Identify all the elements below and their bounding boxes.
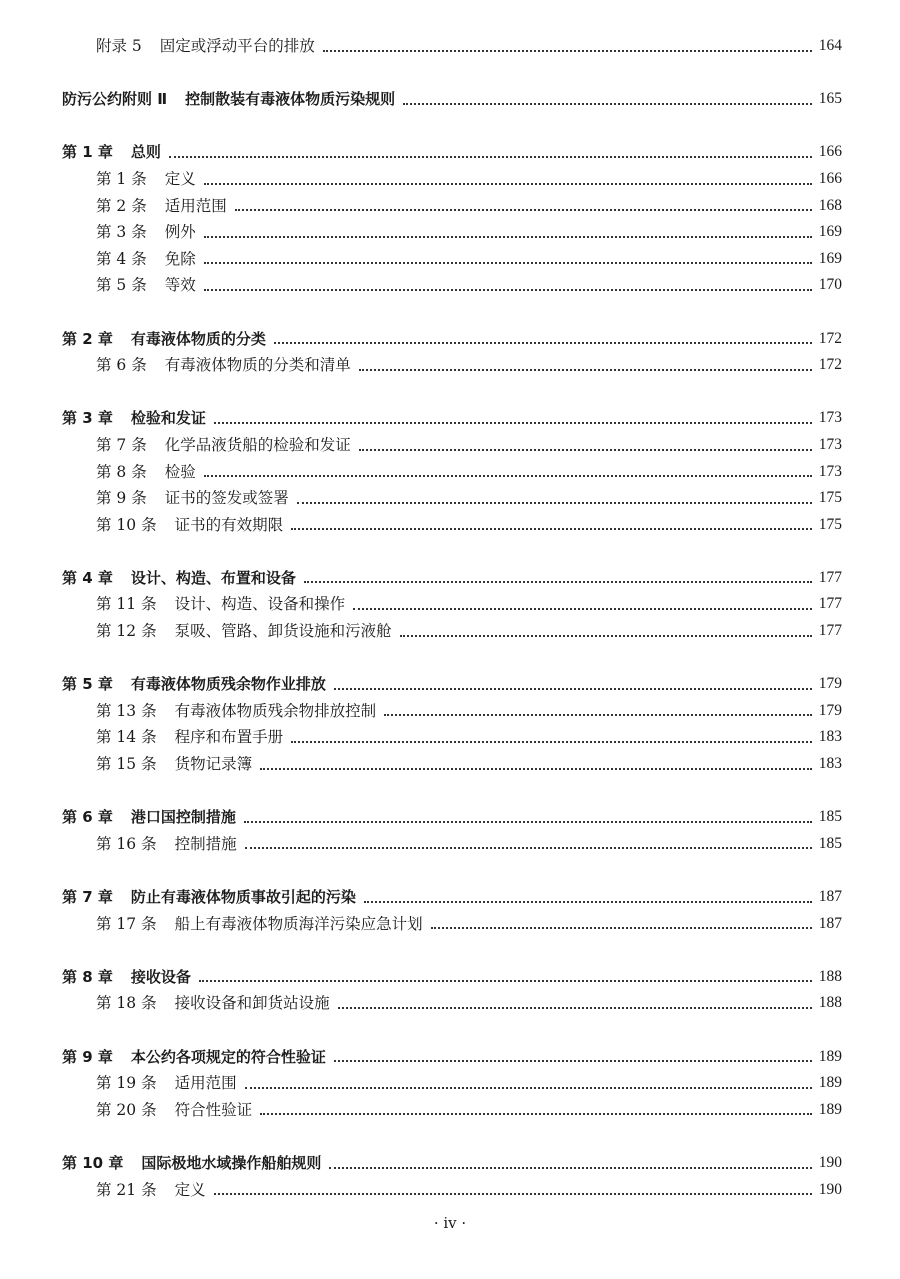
toc-chapter-entry[interactable] <box>62 139 842 166</box>
dot-leader <box>304 580 812 583</box>
dot-leader <box>353 607 812 610</box>
entry-title: 港口国控制措施 <box>130 808 236 827</box>
entry-title: 检验和发证 <box>130 409 206 428</box>
entry-number: 第 19 条 <box>96 1074 157 1093</box>
dot-leader <box>199 979 812 982</box>
entry-number: 附录 5 <box>96 37 142 55</box>
entry-title: 泵吸、管路、卸货设施和污液舱 <box>174 622 392 641</box>
entry-page-number: 166 <box>818 169 842 187</box>
entry-title: 控制措施 <box>174 834 237 853</box>
entry-title: 防止有毒液体物质事故引起的污染 <box>130 888 356 906</box>
entry-number: 第 5 章 <box>62 675 113 694</box>
toc-chapter-entry[interactable] <box>62 804 842 831</box>
entry-number: 第 21 条 <box>96 1180 157 1199</box>
toc-chapter-entry[interactable] <box>62 964 842 991</box>
entry-number: 第 2 条 <box>96 196 147 215</box>
entry-page-number: 190 <box>818 1153 842 1171</box>
entry-page-number: 187 <box>818 914 842 932</box>
entry-page-number: 173 <box>818 409 842 427</box>
entry-number: 第 11 条 <box>96 595 157 614</box>
entry-number: 第 4 章 <box>62 568 113 587</box>
entry-title: 定义 <box>174 1180 206 1199</box>
entry-number: 第 8 章 <box>62 967 113 986</box>
dot-leader <box>364 900 812 903</box>
entry-title: 有毒液体物质残余物作业排放 <box>130 675 326 694</box>
toc-chapter-entry[interactable] <box>62 884 842 911</box>
toc-article-entry[interactable] <box>62 512 842 539</box>
toc-chapter-entry[interactable] <box>62 326 842 353</box>
toc-article-entry[interactable] <box>62 246 842 273</box>
dot-leader <box>204 235 812 238</box>
entry-page-number: 187 <box>818 888 842 905</box>
toc-article-entry[interactable] <box>62 193 842 220</box>
entry-title: 有毒液体物质残余物排放控制 <box>174 701 377 720</box>
entry-page-number: 189 <box>818 1047 842 1065</box>
toc-article-entry[interactable] <box>62 751 842 778</box>
entry-page-number: 177 <box>818 568 842 586</box>
dot-leader <box>204 288 812 291</box>
entry-number: 第 3 章 <box>62 409 113 428</box>
entry-page-number: 164 <box>818 37 842 54</box>
entry-page-number: 189 <box>818 1074 842 1092</box>
entry-page-number: 169 <box>818 249 842 267</box>
entry-page-number: 185 <box>818 808 842 826</box>
entry-page-number: 175 <box>818 489 842 507</box>
toc-article-entry[interactable] <box>62 352 842 379</box>
dot-leader <box>291 740 812 743</box>
toc-article-entry[interactable] <box>62 432 842 459</box>
entry-number: 第 13 条 <box>96 701 157 720</box>
entry-number: 第 2 章 <box>62 329 113 348</box>
entry-title: 接收设备和卸货站设施 <box>174 994 330 1013</box>
dot-leader <box>204 474 812 477</box>
entry-number: 第 10 条 <box>96 515 157 534</box>
dot-leader <box>329 1166 812 1169</box>
entry-title: 化学品液货船的检验和发证 <box>164 435 351 454</box>
entry-title: 符合性验证 <box>174 1100 253 1119</box>
toc-article-entry[interactable] <box>62 1070 842 1097</box>
entry-title: 总则 <box>130 143 161 162</box>
entry-page-number: 166 <box>818 143 842 161</box>
entry-page-number: 172 <box>818 329 842 347</box>
toc-chapter-entry[interactable] <box>62 1150 842 1177</box>
dot-leader <box>359 448 812 451</box>
entry-number: 第 9 章 <box>62 1047 113 1066</box>
dot-leader <box>204 182 812 185</box>
toc-article-entry[interactable] <box>62 33 842 60</box>
entry-number: 第 16 条 <box>96 834 157 853</box>
dot-leader <box>214 421 812 424</box>
entry-title: 船上有毒液体物质海洋污染应急计划 <box>174 914 423 933</box>
entry-title: 国际极地水域操作船舶规则 <box>141 1153 322 1172</box>
entry-number: 第 3 条 <box>96 223 147 242</box>
entry-page-number: 179 <box>818 675 842 693</box>
entry-number: 防污公约附则 Ⅱ <box>62 90 168 109</box>
dot-leader <box>297 501 812 504</box>
toc-chapter-entry[interactable] <box>62 565 842 592</box>
dot-leader <box>400 634 812 637</box>
entry-page-number: 165 <box>818 90 842 108</box>
entry-title: 控制散装有毒液体物质污染规则 <box>185 90 396 109</box>
toc-article-entry[interactable] <box>62 591 842 618</box>
entry-number: 第 14 条 <box>96 728 157 747</box>
dot-leader <box>274 341 812 344</box>
entry-number: 第 15 条 <box>96 755 157 774</box>
entry-page-number: 173 <box>818 462 842 480</box>
toc-article-entry[interactable] <box>62 1097 842 1124</box>
entry-page-number: 188 <box>818 967 842 985</box>
table-of-contents <box>62 33 842 1203</box>
dot-leader <box>245 846 812 849</box>
toc-article-entry[interactable] <box>62 618 842 645</box>
entry-title: 免除 <box>164 249 196 268</box>
entry-number: 第 5 条 <box>96 276 147 295</box>
entry-title: 证书的签发或签署 <box>164 489 289 508</box>
dot-leader <box>260 1112 812 1115</box>
entry-number: 第 1 条 <box>96 169 147 188</box>
toc-article-entry[interactable] <box>62 485 842 512</box>
entry-page-number: 188 <box>818 994 842 1012</box>
dot-leader <box>431 926 812 929</box>
entry-number: 第 9 条 <box>96 489 147 508</box>
entry-number: 第 12 条 <box>96 622 157 641</box>
dot-leader <box>403 102 812 105</box>
dot-leader <box>323 49 812 52</box>
entry-number: 第 6 条 <box>96 356 147 375</box>
dot-leader <box>235 208 812 211</box>
dot-leader <box>291 527 812 530</box>
entry-page-number: 170 <box>818 276 842 294</box>
entry-number: 第 7 条 <box>96 435 147 454</box>
toc-chapter-entry[interactable] <box>62 671 842 698</box>
toc-chapter-entry[interactable] <box>62 405 842 432</box>
entry-title: 有毒液体物质的分类 <box>130 329 266 348</box>
entry-number: 第 17 条 <box>96 914 157 933</box>
toc-article-entry[interactable] <box>62 911 842 938</box>
entry-title: 适用范围 <box>164 196 227 215</box>
toc-article-entry[interactable] <box>62 990 842 1017</box>
toc-article-entry[interactable] <box>62 698 842 725</box>
toc-article-entry[interactable] <box>62 459 842 486</box>
dot-leader <box>169 155 812 158</box>
toc-article-entry[interactable] <box>62 166 842 193</box>
toc-article-entry[interactable] <box>62 724 842 751</box>
entry-title: 程序和布置手册 <box>174 728 284 747</box>
entry-page-number: 173 <box>818 435 842 453</box>
toc-article-entry[interactable] <box>62 219 842 246</box>
toc-article-entry[interactable] <box>62 1177 842 1204</box>
dot-leader <box>334 1059 812 1062</box>
entry-number: 第 6 章 <box>62 808 113 827</box>
toc-chapter-entry[interactable] <box>62 86 842 113</box>
entry-title: 等效 <box>164 276 196 295</box>
entry-page-number: 169 <box>818 223 842 241</box>
entry-number: 第 10 章 <box>62 1153 124 1172</box>
entry-title: 适用范围 <box>174 1074 237 1093</box>
dot-leader <box>245 1086 812 1089</box>
dot-leader <box>359 368 812 371</box>
entry-page-number: 179 <box>818 701 842 719</box>
entry-page-number: 185 <box>818 834 842 852</box>
toc-chapter-entry[interactable] <box>62 1044 842 1071</box>
dot-leader <box>338 1006 812 1009</box>
entry-number: 第 7 章 <box>62 888 113 906</box>
dot-leader <box>334 687 812 690</box>
entry-title: 设计、构造、布置和设备 <box>130 568 296 587</box>
entry-page-number: 189 <box>818 1100 842 1118</box>
page-number-footer: · iv · <box>433 1214 467 1232</box>
entry-number: 第 4 条 <box>96 249 147 268</box>
entry-title: 检验 <box>164 462 196 481</box>
entry-page-number: 168 <box>818 196 842 214</box>
dot-leader <box>384 713 812 716</box>
entry-title: 设计、构造、设备和操作 <box>174 595 346 614</box>
entry-number: 第 18 条 <box>96 994 157 1013</box>
entry-title: 定义 <box>164 169 196 188</box>
entry-page-number: 183 <box>818 728 842 746</box>
dot-leader <box>214 1192 812 1195</box>
entry-title: 接收设备 <box>130 967 191 986</box>
entry-title: 货物记录簿 <box>174 755 253 774</box>
dot-leader <box>204 261 812 264</box>
entry-number: 第 8 条 <box>96 462 147 481</box>
entry-page-number: 175 <box>818 515 842 533</box>
entry-title: 有毒液体物质的分类和清单 <box>164 356 351 375</box>
entry-title: 固定或浮动平台的排放 <box>159 37 315 55</box>
entry-number: 第 20 条 <box>96 1100 157 1119</box>
entry-page-number: 177 <box>818 595 842 613</box>
entry-page-number: 177 <box>818 622 842 640</box>
dot-leader <box>244 820 812 823</box>
entry-page-number: 172 <box>818 356 842 374</box>
entry-title: 证书的有效期限 <box>174 515 284 534</box>
entry-title: 本公约各项规定的符合性验证 <box>130 1047 326 1066</box>
entry-page-number: 183 <box>818 755 842 773</box>
entry-number: 第 1 章 <box>62 143 113 162</box>
toc-article-entry[interactable] <box>62 831 842 858</box>
entry-page-number: 190 <box>818 1180 842 1198</box>
dot-leader <box>260 767 812 770</box>
entry-title: 例外 <box>164 223 196 242</box>
toc-article-entry[interactable] <box>62 272 842 299</box>
